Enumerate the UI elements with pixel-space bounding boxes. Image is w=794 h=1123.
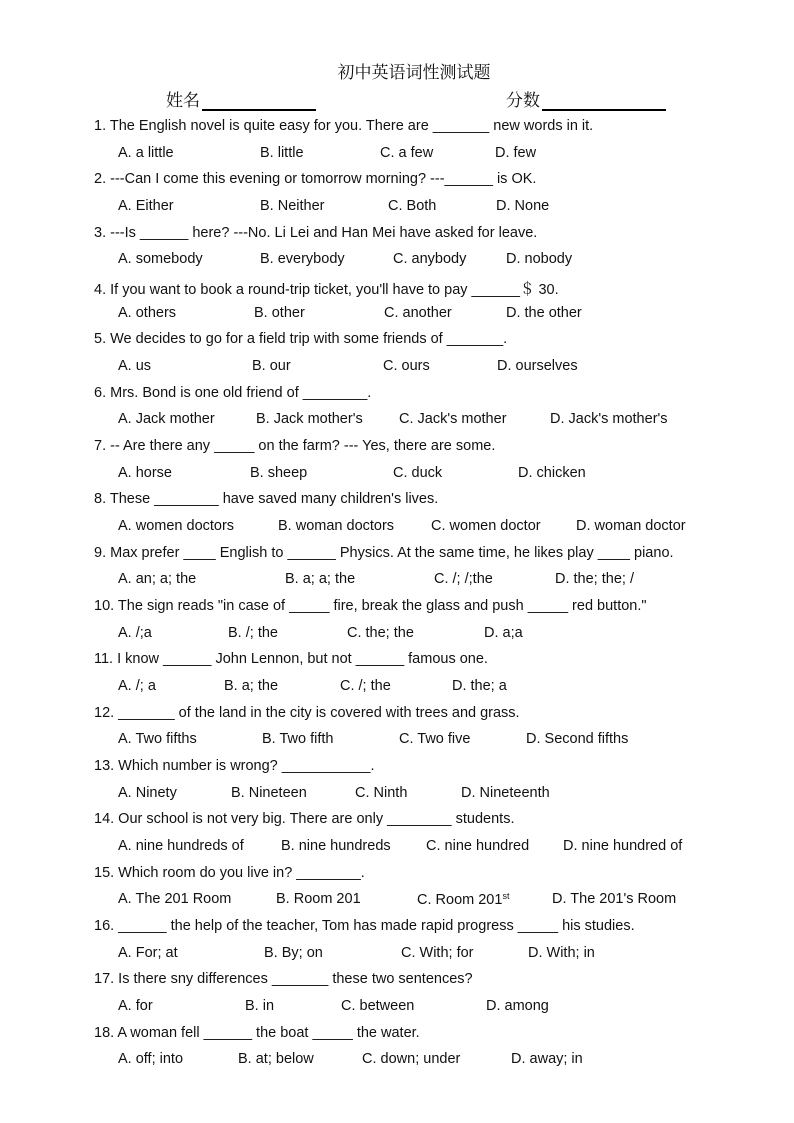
question-10: 10. The sign reads "in case of _____ fire, break the glass and push _____ red button." [94, 598, 647, 614]
question-9: 9. Max prefer ____ English to ______ Physics. At the same time, he likes play ____ piano. [94, 545, 674, 561]
question-3: 3. ---Is ______ here? ---No. Li Lei and Han Mei have asked for leave. [94, 225, 538, 241]
question-14: 14. Our school is not very big. There are only ________ students. [94, 811, 515, 827]
option-13-c: C. Ninth [355, 785, 408, 801]
option-16-c: C. With; for [401, 945, 474, 961]
option-14-b: B. nine hundreds [281, 838, 391, 854]
option-8-a: A. women doctors [118, 518, 235, 534]
option-12-b: B. Two fifth [262, 731, 334, 747]
option-11-c: C. /; the [340, 678, 391, 694]
option-7-d: D. chicken [518, 465, 586, 481]
name-field [166, 86, 316, 111]
question-8: 8. These ________ have saved many children's lives. [94, 491, 439, 507]
option-16-d: D. With; in [528, 945, 595, 961]
name-label: 姓名 [166, 91, 200, 111]
option-15-a: A. The 201 Room [118, 891, 232, 907]
option-12-c: C. Two five [399, 731, 471, 747]
question-1: 1. The English novel is quite easy for you. There are _______ new words in it. [94, 118, 594, 134]
option-10-c: C. the; the [347, 625, 414, 641]
option-10-b: B. /; the [228, 625, 278, 641]
option-2-c: C. Both [388, 198, 437, 214]
option-9-b: B. a; a; the [285, 571, 356, 587]
option-5-a: A. us [118, 358, 152, 374]
option-17-a: A. for [118, 998, 153, 1014]
option-8-c: C. women doctor [431, 518, 541, 534]
option-2-a: A. Either [118, 198, 174, 214]
option-14-a: A. nine hundreds of [118, 838, 244, 854]
name-blank [202, 91, 316, 111]
question-5: 5. We decides to go for a field trip with some friends of _______. [94, 331, 508, 347]
option-6-d: D. Jack's mother's [550, 411, 668, 427]
option-7-c: C. duck [393, 465, 443, 481]
question-13: 13. Which number is wrong? ___________. [94, 758, 375, 774]
option-12-a: A. Two fifths [118, 731, 197, 747]
option-12-d: D. Second fifths [526, 731, 629, 747]
option-18-b: B. at; below [238, 1051, 314, 1067]
option-4-c: C. another [384, 305, 452, 321]
option-18-a: A. off; into [118, 1051, 184, 1067]
option-7-b: B. sheep [250, 465, 308, 481]
question-17: 17. Is there sny differences _______ these two sentences? [94, 971, 473, 987]
option-15-d: D. The 201's Room [552, 891, 677, 907]
option-13-d: D. Nineteenth [461, 785, 550, 801]
option-16-b: B. By; on [264, 945, 323, 961]
option-8-b: B. woman doctors [278, 518, 395, 534]
option-1-a: A. a little [118, 145, 174, 161]
option-1-d: D. few [495, 145, 537, 161]
option-17-b: B. in [245, 998, 275, 1014]
option-10-d: D. a;a [484, 625, 523, 641]
question-11: 11. I know ______ John Lennon, but not ______ famous one. [94, 651, 488, 667]
question-4: 4. If you want to book a round-trip ticket, you'll have to pay ______＄ 30. [94, 282, 559, 298]
question-18: 18. A woman fell ______ the boat _____ the water. [94, 1025, 420, 1041]
option-5-b: B. our [252, 358, 291, 374]
option-9-d: D. the; the; / [555, 571, 634, 587]
option-10-a: A. /;a [118, 625, 152, 641]
option-15-c-text: C. Room 201 [417, 892, 503, 908]
option-1-c: C. a few [380, 145, 434, 161]
option-4-a: A. others [118, 305, 177, 321]
question-16: 16. ______ the help of the teacher, Tom has made rapid progress _____ his studies. [94, 918, 635, 934]
option-5-c: C. ours [383, 358, 430, 374]
question-7: 7. -- Are there any _____ on the farm? --- Yes, there are some. [94, 438, 496, 454]
option-6-b: B. Jack mother's [256, 411, 363, 427]
option-3-c: C. anybody [393, 251, 467, 267]
question-12: 12. _______ of the land in the city is covered with trees and grass. [94, 705, 520, 721]
score-blank [542, 91, 666, 111]
option-4-b: B. other [254, 305, 305, 321]
option-6-c: C. Jack's mother [399, 411, 507, 427]
option-8-d: D. woman doctor [576, 518, 686, 534]
option-18-c: C. down; under [362, 1051, 461, 1067]
question-2: 2. ---Can I come this evening or tomorrow morning? ---______ is OK. [94, 171, 537, 187]
question-6: 6. Mrs. Bond is one old friend of ________. [94, 385, 372, 401]
option-16-a: A. For; at [118, 945, 178, 961]
option-3-a: A. somebody [118, 251, 203, 267]
option-14-d: D. nine hundred of [563, 838, 683, 854]
option-5-d: D. ourselves [497, 358, 578, 374]
option-2-d: D. None [496, 198, 550, 214]
question-15: 15. Which room do you live in? ________. [94, 865, 365, 881]
ordinal-suffix: st [502, 891, 510, 901]
option-2-b: B. Neither [260, 198, 325, 214]
option-3-d: D. nobody [506, 251, 573, 267]
option-3-b: B. everybody [260, 251, 345, 267]
option-14-c: C. nine hundred [426, 838, 530, 854]
option-11-b: B. a; the [224, 678, 279, 694]
option-9-a: A. an; a; the [118, 571, 197, 587]
option-18-d: D. away; in [511, 1051, 583, 1067]
option-11-d: D. the; a [452, 678, 507, 694]
option-1-b: B. little [260, 145, 304, 161]
option-17-c: C. between [341, 998, 415, 1014]
option-13-b: B. Nineteen [231, 785, 307, 801]
exam-title: 初中英语词性测试题 [337, 63, 491, 83]
option-7-a: A. horse [118, 465, 172, 481]
score-label: 分数 [506, 91, 540, 111]
option-17-d: D. among [486, 998, 549, 1014]
option-4-d: D. the other [506, 305, 582, 321]
option-15-b: B. Room 201 [276, 891, 361, 907]
option-6-a: A. Jack mother [118, 411, 215, 427]
option-13-a: A. Ninety [118, 785, 177, 801]
option-15-c [417, 891, 509, 908]
option-11-a: A. /; a [118, 678, 156, 694]
score-field [506, 86, 666, 111]
option-9-c: C. /; /;the [434, 571, 493, 587]
